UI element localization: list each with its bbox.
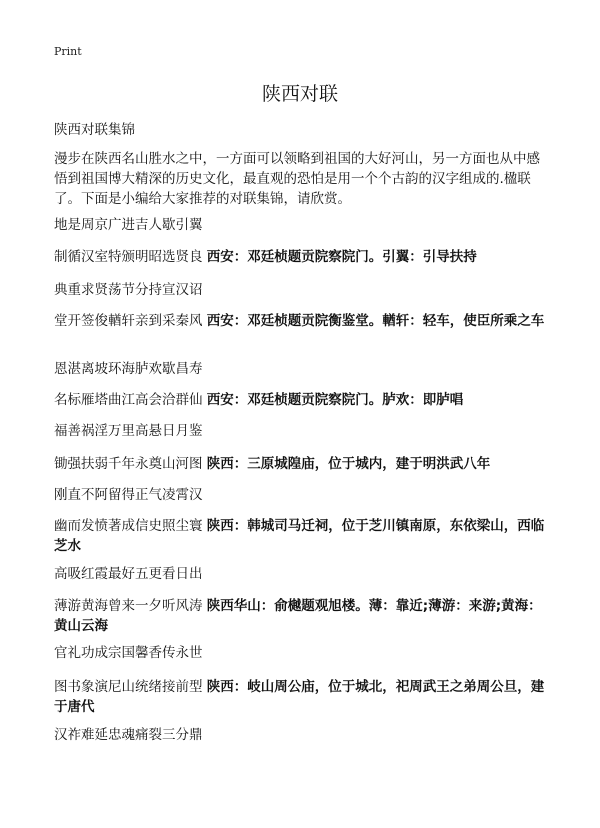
couplet-line bbox=[54, 725, 550, 745]
couplet-note: 西安：邓廷桢题贡院察院门。引翼：引导扶持 bbox=[206, 249, 477, 265]
couplet-line bbox=[54, 677, 550, 717]
couplet-line bbox=[54, 311, 550, 331]
couplet-line bbox=[54, 564, 550, 584]
couplet-text: 官礼功成宗国馨香传永世 bbox=[54, 645, 203, 661]
couplet-text: 堂开签俊輶轩亲到采秦风 bbox=[54, 313, 203, 329]
print-label: Print bbox=[54, 45, 82, 58]
couplet-line bbox=[54, 280, 550, 300]
intro-paragraph: 漫步在陕西名山胜水之中，一方面可以领略到祖国的大好河山，另一方面也从中感悟到祖国博大精深的历史文化，最直观的恐怕是用一个个古韵的汉字组成的.楹联了。下面是小编给大家推荐的对联集锦，请欣赏。 bbox=[54, 151, 540, 207]
couplet-note: 西安：邓廷桢题贡院衡鉴堂。輶轩：轻车，使臣所乘之车 bbox=[206, 313, 545, 329]
couplet-text: 锄强扶弱千年永奠山河图 bbox=[54, 456, 203, 472]
couplet-note: 陕西：韩城司马迁祠，位于芝川镇南原，东依梁山，西临芝水 bbox=[54, 518, 545, 554]
couplet-text: 刚直不阿留得正气凌霄汉 bbox=[54, 487, 203, 503]
couplet-note: 陕西：三原城隍庙，位于城内，建于明洪武八年 bbox=[206, 456, 491, 472]
couplet-line bbox=[54, 390, 550, 410]
couplet-line bbox=[54, 516, 550, 556]
couplet-note: 陕西：岐山周公庙，位于城北，祀周武王之弟周公旦，建于唐代 bbox=[54, 679, 545, 715]
couplet-line bbox=[54, 215, 550, 235]
couplet-text: 地是周京广进吉人歇引翼 bbox=[54, 217, 203, 233]
couplet-text: 汉祚难延忠魂痛裂三分鼎 bbox=[54, 727, 203, 743]
couplet-note: 陕西华山：俞樾题观旭楼。薄：靠近;薄游：来游;黄海：黄山云海 bbox=[54, 598, 542, 634]
couplet-text: 幽而发愤著成信史照尘寰 bbox=[54, 518, 203, 534]
couplet-line bbox=[54, 454, 550, 474]
couplet-line bbox=[54, 247, 550, 267]
couplet-text: 典重求贤荡节分持宣汉诏 bbox=[54, 282, 203, 298]
couplet-line bbox=[54, 643, 550, 663]
couplet-text: 福善祸淫万里高悬日月鉴 bbox=[54, 423, 203, 439]
page-title: 陕西对联 bbox=[261, 83, 338, 105]
couplet-text: 薄游黄海曾来一夕听风涛 bbox=[54, 598, 203, 614]
couplet-note: 西安：邓廷桢题贡院察院门。胪欢：即胪唱 bbox=[206, 392, 464, 408]
document-subtitle: 陕西对联集锦 bbox=[54, 122, 135, 138]
couplet-text: 高吸红霞最好五更看日出 bbox=[54, 566, 203, 582]
couplet-text: 制循汉室特颁明昭选贤良 bbox=[54, 249, 203, 265]
couplet-line bbox=[54, 596, 550, 636]
couplet-text: 名标雁塔曲江高会洽群仙 bbox=[54, 392, 203, 408]
couplet-text: 恩湛离坡环海胪欢歇昌寿 bbox=[54, 361, 203, 377]
couplet-text: 图书象演尼山统绪接前型 bbox=[54, 679, 203, 695]
couplet-line bbox=[54, 485, 550, 505]
couplet-line bbox=[54, 359, 550, 379]
couplet-line bbox=[54, 421, 550, 441]
